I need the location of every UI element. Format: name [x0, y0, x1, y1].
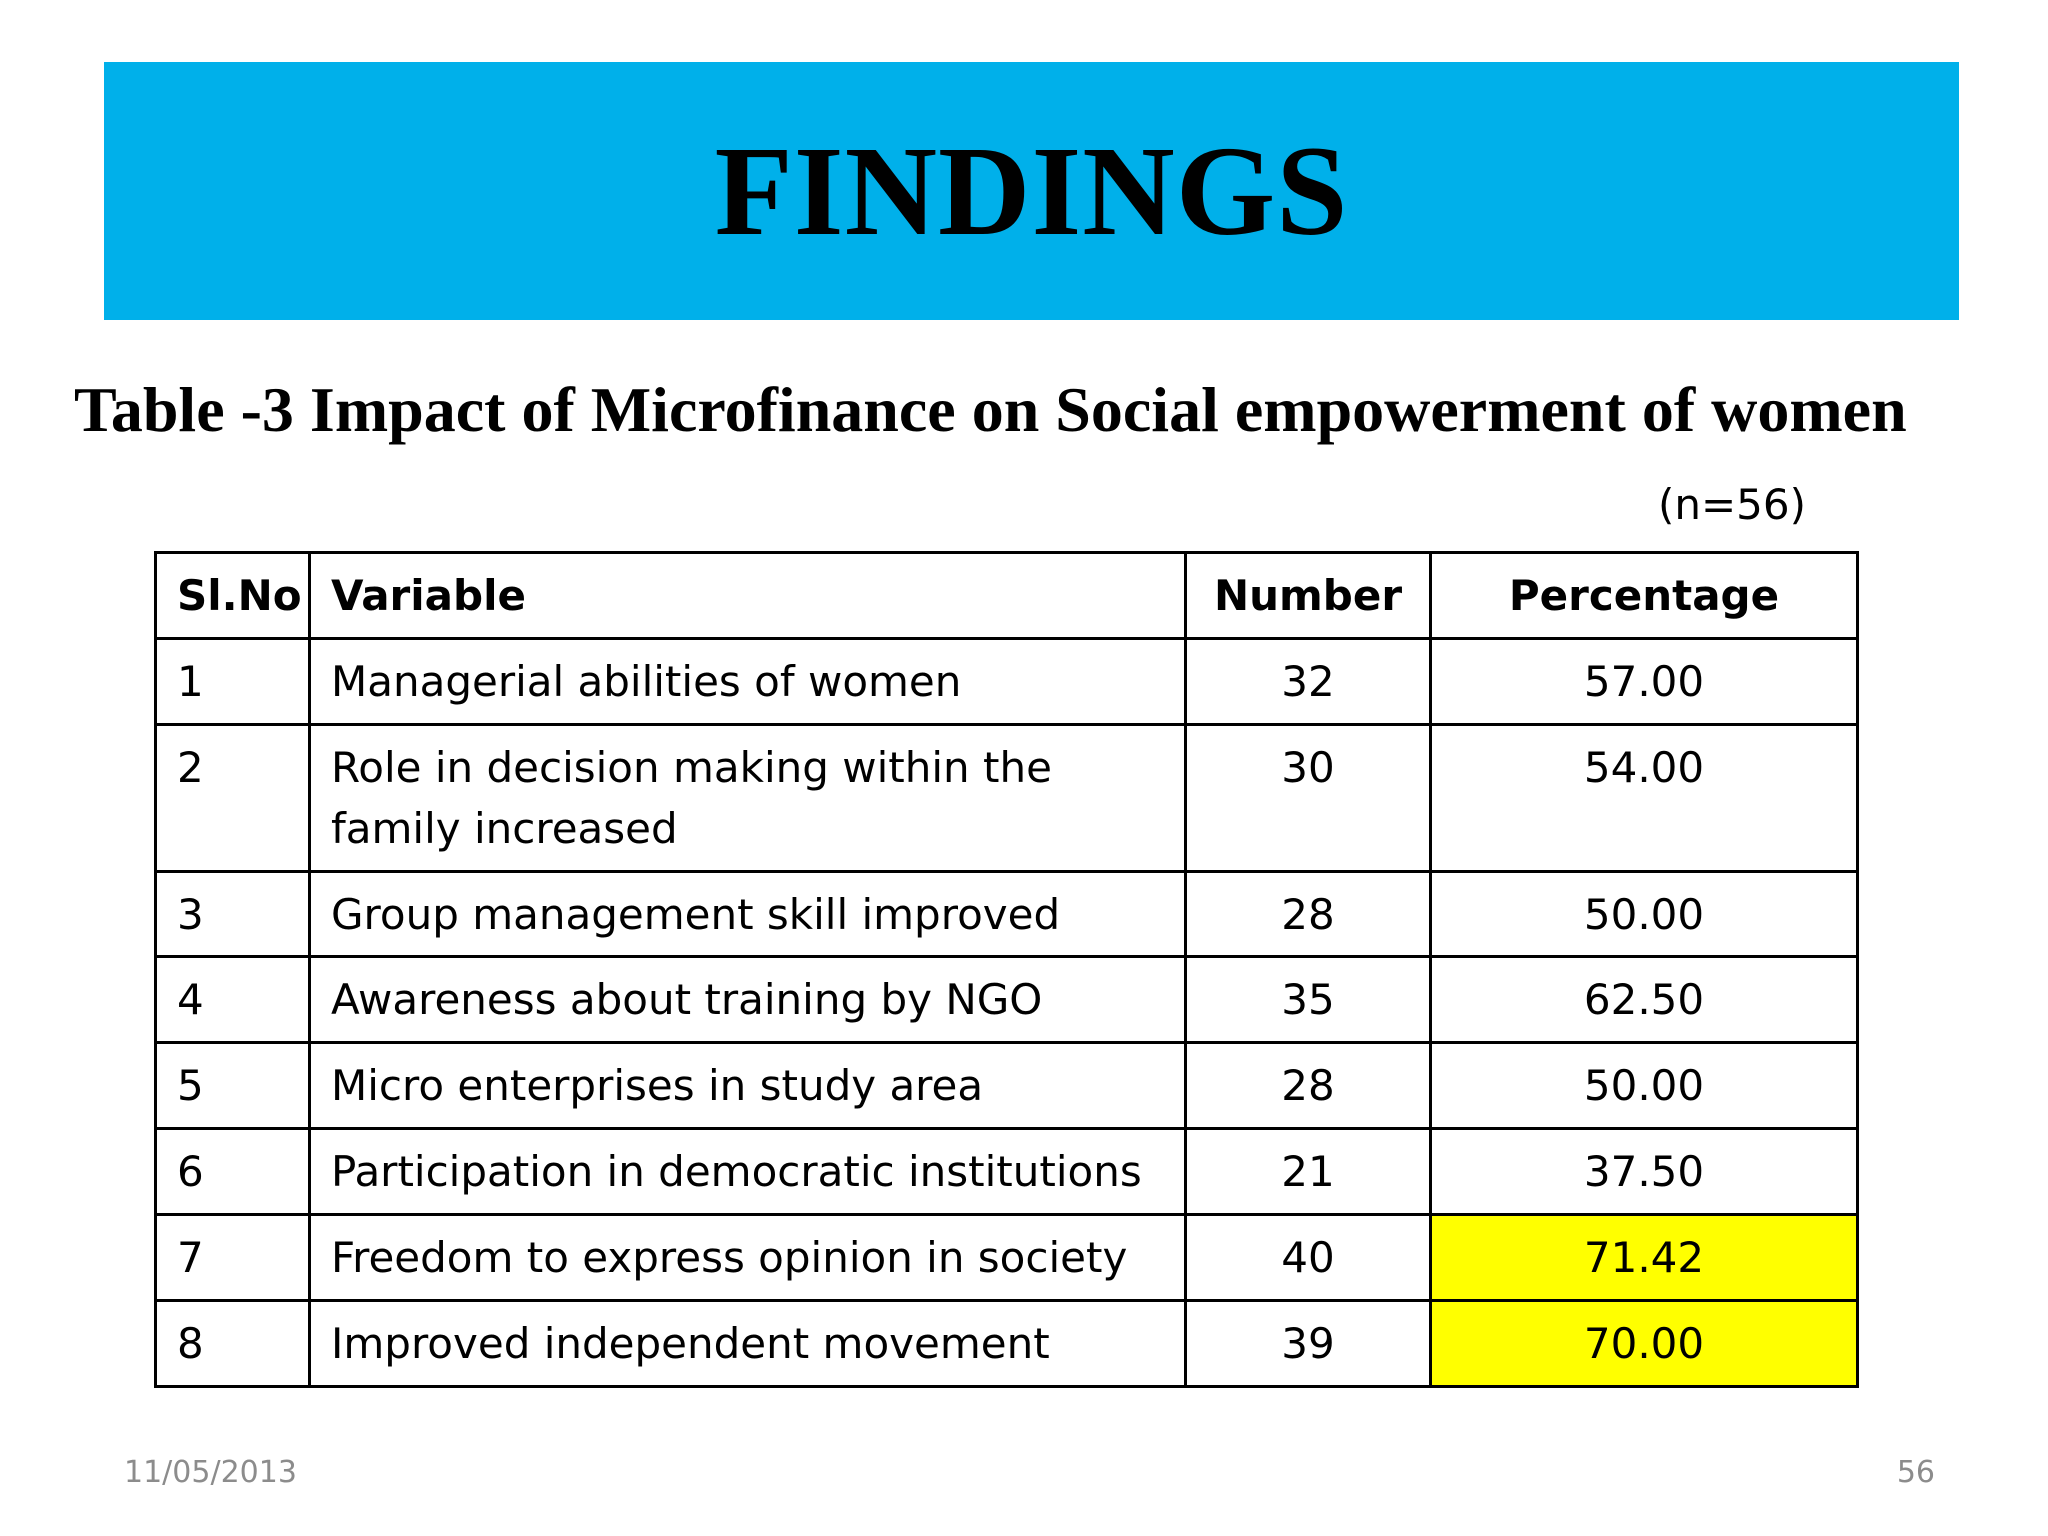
- table-row: [156, 724, 1858, 871]
- cell-number: 28: [1186, 871, 1431, 957]
- findings-table: [154, 551, 1859, 1388]
- table-row: [156, 1043, 1858, 1129]
- cell-slno: 8: [156, 1301, 310, 1387]
- cell-variable: Group management skill improved: [310, 871, 1186, 957]
- title-banner: [104, 62, 1959, 320]
- cell-number: 28: [1186, 1043, 1431, 1129]
- cell-variable: Role in decision making within the family increased: [310, 724, 1186, 871]
- cell-slno: 2: [156, 724, 310, 871]
- cell-number: 40: [1186, 1215, 1431, 1301]
- cell-slno: 4: [156, 957, 310, 1043]
- cell-percentage-highlighted: 70.00: [1431, 1301, 1858, 1387]
- cell-percentage: 54.00: [1431, 724, 1858, 871]
- slide-title: FINDINGS: [714, 120, 1349, 262]
- table-caption: Table -3 Impact of Microfinance on Social empowerment of women: [74, 374, 1907, 445]
- header-percentage: Percentage: [1431, 553, 1858, 639]
- cell-percentage-highlighted: 71.42: [1431, 1215, 1858, 1301]
- cell-number: 32: [1186, 638, 1431, 724]
- cell-percentage: 37.50: [1431, 1129, 1858, 1215]
- cell-slno: 3: [156, 871, 310, 957]
- cell-variable: Freedom to express opinion in society: [310, 1215, 1186, 1301]
- cell-slno: 6: [156, 1129, 310, 1215]
- cell-percentage: 57.00: [1431, 638, 1858, 724]
- table-row: [156, 638, 1858, 724]
- table-row: [156, 957, 1858, 1043]
- header-slno: Sl.No: [156, 553, 310, 639]
- cell-variable: Awareness about training by NGO: [310, 957, 1186, 1043]
- cell-number: 35: [1186, 957, 1431, 1043]
- table-row: [156, 1301, 1858, 1387]
- cell-number: 30: [1186, 724, 1431, 871]
- cell-variable: Micro enterprises in study area: [310, 1043, 1186, 1129]
- cell-variable: Participation in democratic institutions: [310, 1129, 1186, 1215]
- table-row: [156, 871, 1858, 957]
- cell-percentage: 50.00: [1431, 1043, 1858, 1129]
- cell-slno: 1: [156, 638, 310, 724]
- cell-slno: 5: [156, 1043, 310, 1129]
- table-row: [156, 1215, 1858, 1301]
- table-row: [156, 1129, 1858, 1215]
- slide-date: 11/05/2013: [124, 1455, 297, 1490]
- sample-size-note: (n=56): [1657, 480, 1806, 529]
- header-variable: Variable: [310, 553, 1186, 639]
- cell-number: 21: [1186, 1129, 1431, 1215]
- cell-slno: 7: [156, 1215, 310, 1301]
- header-number: Number: [1186, 553, 1431, 639]
- cell-number: 39: [1186, 1301, 1431, 1387]
- cell-percentage: 50.00: [1431, 871, 1858, 957]
- table-header-row: [156, 553, 1858, 639]
- cell-variable: Improved independent movement: [310, 1301, 1186, 1387]
- slide-page-number: 56: [1896, 1455, 1935, 1490]
- cell-variable: Managerial abilities of women: [310, 638, 1186, 724]
- cell-percentage: 62.50: [1431, 957, 1858, 1043]
